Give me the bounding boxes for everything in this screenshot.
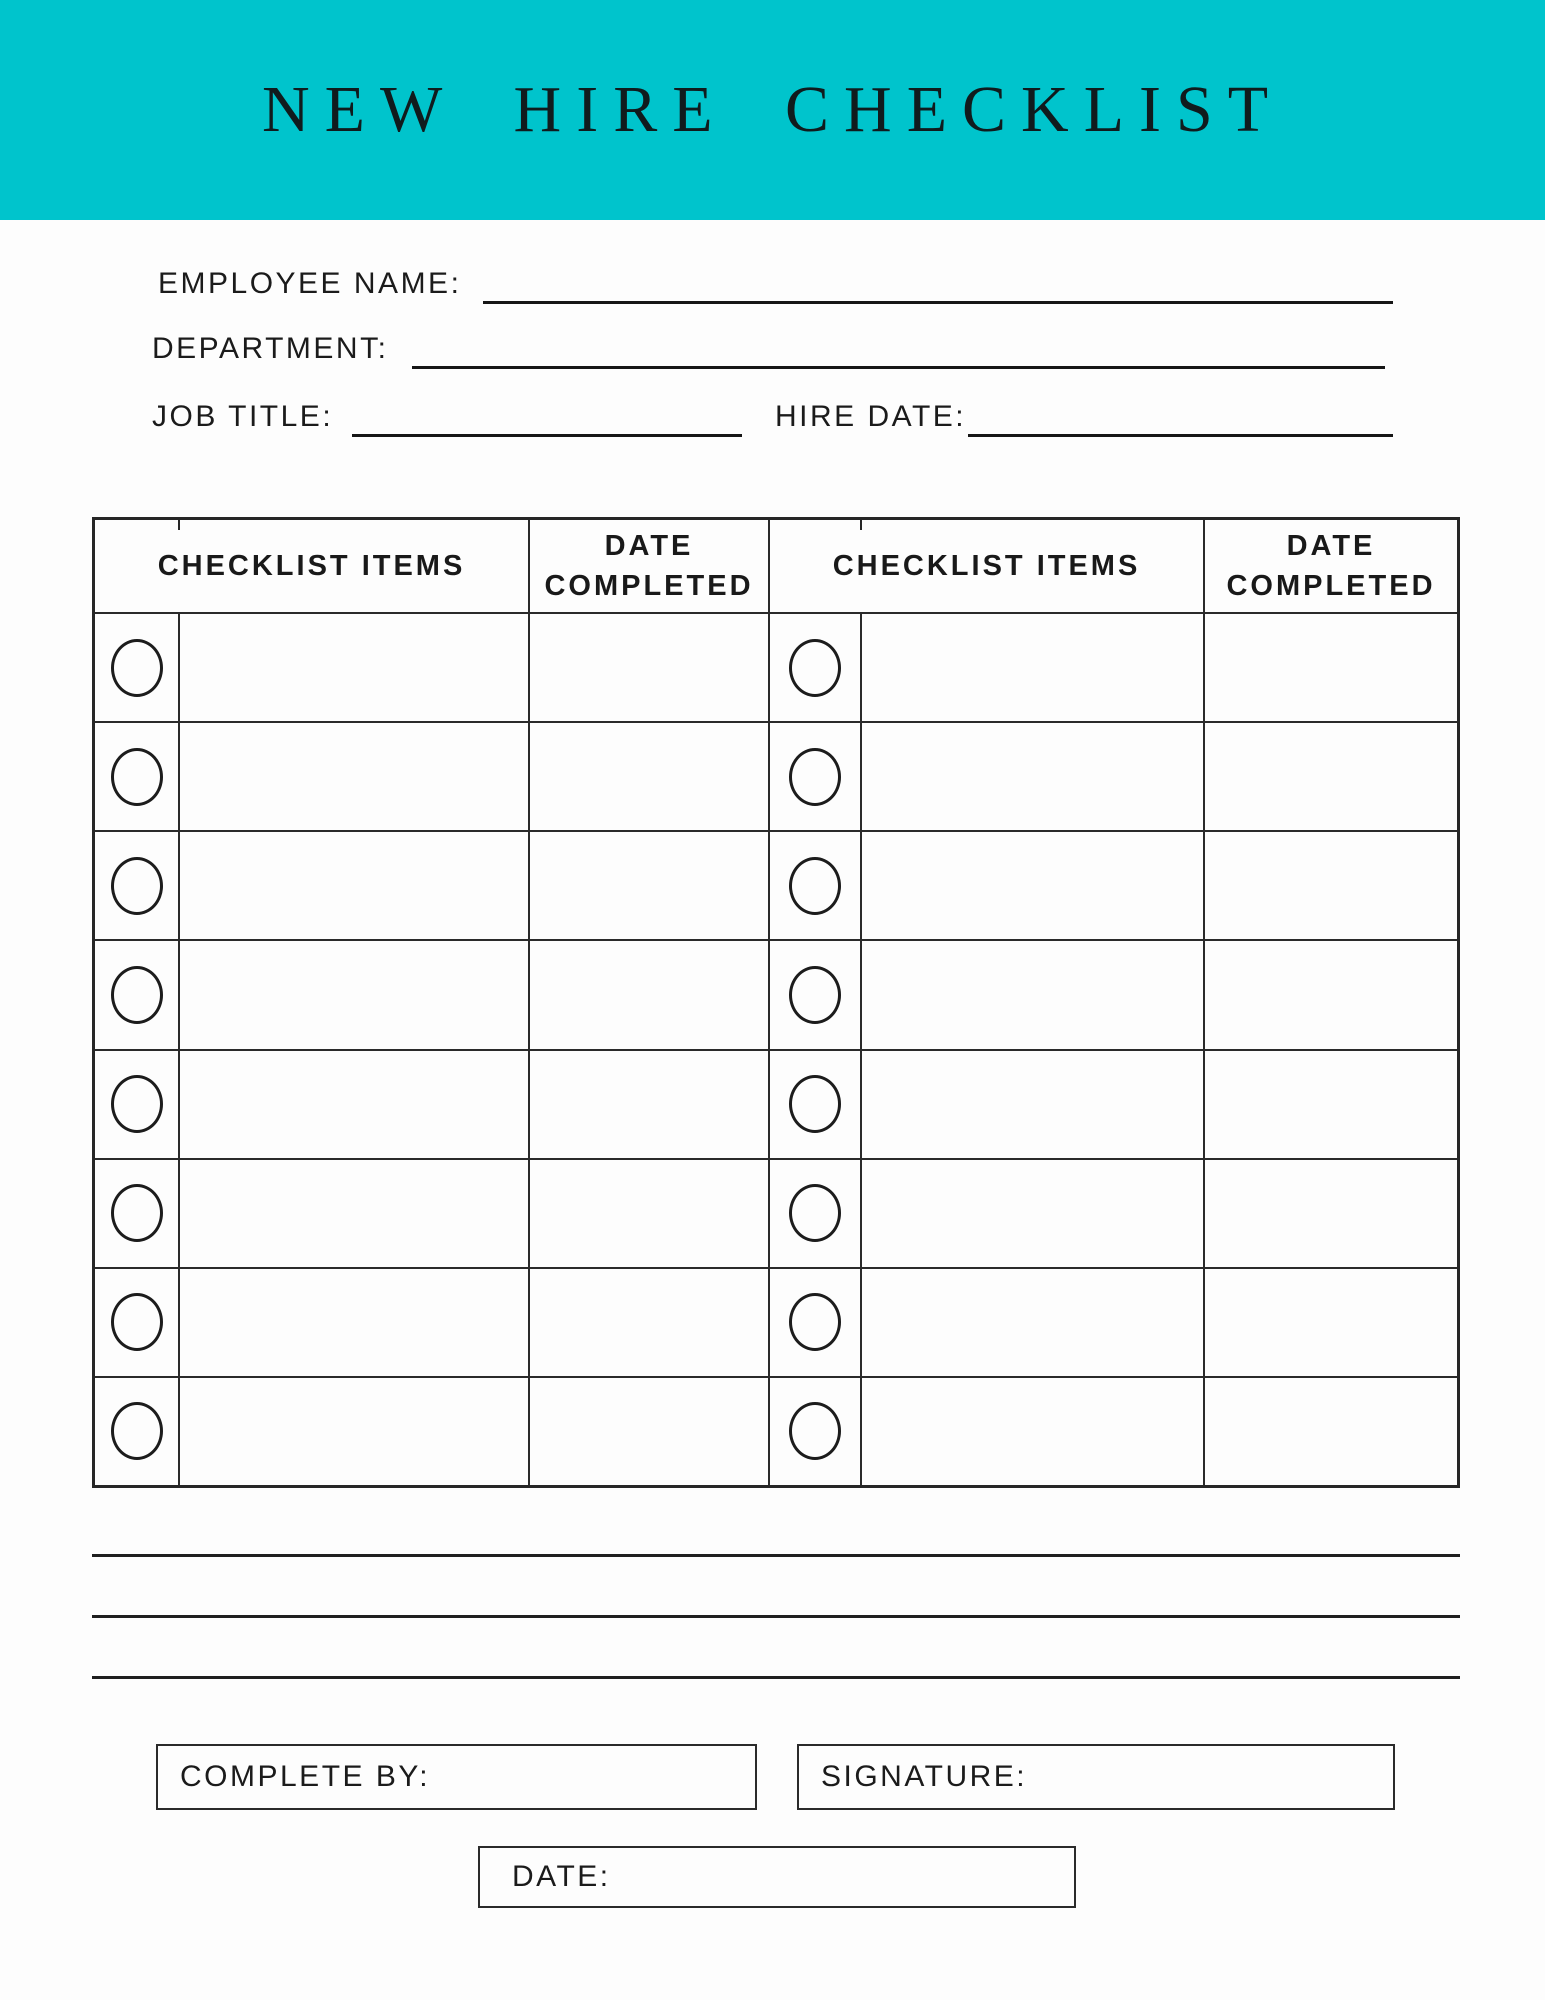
date-completed-input-right-3[interactable]: [1205, 832, 1457, 939]
date-completed-input-right-1[interactable]: [1205, 614, 1457, 721]
date-label: DATE:: [512, 1860, 611, 1893]
complete-by-label: COMPLETE BY:: [180, 1760, 431, 1793]
date-completed-input-left-5[interactable]: [530, 1051, 768, 1158]
checkbox-cell-right-6: [770, 1160, 860, 1267]
checklist-table: [92, 517, 1460, 1488]
checkbox-cell-left-2: [95, 723, 178, 830]
checkbox-cell-left-3: [95, 832, 178, 939]
header-top-tick-right: [860, 520, 862, 530]
header-date-completed-right: DATE COMPLETED: [1205, 520, 1457, 612]
checkbox-circle-right-2[interactable]: [789, 748, 841, 806]
checkbox-cell-left-4: [95, 941, 178, 1048]
signature-box[interactable]: [797, 1744, 1395, 1810]
checkbox-circle-right-6[interactable]: [789, 1184, 841, 1242]
page-title: NEW HIRE CHECKLIST: [261, 73, 1284, 146]
header-checklist-items-right: CHECKLIST ITEMS: [770, 520, 1203, 612]
checkbox-cell-right-4: [770, 941, 860, 1048]
checklist-item-input-left-7[interactable]: [180, 1269, 528, 1376]
checklist-item-input-left-6[interactable]: [180, 1160, 528, 1267]
checklist-item-input-right-4[interactable]: [862, 941, 1203, 1048]
hire-date-label: HIRE DATE:: [775, 400, 967, 433]
checkbox-cell-right-5: [770, 1051, 860, 1158]
date-completed-input-left-2[interactable]: [530, 723, 768, 830]
date-completed-input-right-8[interactable]: [1205, 1378, 1457, 1485]
date-completed-input-left-7[interactable]: [530, 1269, 768, 1376]
checkbox-circle-right-1[interactable]: [789, 639, 841, 697]
checkbox-cell-left-1: [95, 614, 178, 721]
checkbox-cell-right-1: [770, 614, 860, 721]
signature-label: SIGNATURE:: [821, 1760, 1028, 1793]
checkbox-circle-left-2[interactable]: [111, 748, 163, 806]
checkbox-circle-left-8[interactable]: [111, 1402, 163, 1460]
notes-line-3[interactable]: [92, 1676, 1460, 1679]
checklist-item-input-right-7[interactable]: [862, 1269, 1203, 1376]
checklist-item-input-left-3[interactable]: [180, 832, 528, 939]
checkbox-cell-right-3: [770, 832, 860, 939]
checkbox-circle-right-3[interactable]: [789, 857, 841, 915]
hire-date-input-line[interactable]: [968, 434, 1393, 437]
employee-name-label: EMPLOYEE NAME:: [158, 267, 462, 300]
title-banner: [0, 0, 1545, 220]
checklist-item-input-left-5[interactable]: [180, 1051, 528, 1158]
date-completed-input-right-7[interactable]: [1205, 1269, 1457, 1376]
employee-name-input-line[interactable]: [483, 301, 1393, 304]
checkbox-circle-right-8[interactable]: [789, 1402, 841, 1460]
checkbox-circle-left-4[interactable]: [111, 966, 163, 1024]
checklist-item-input-left-1[interactable]: [180, 614, 528, 721]
date-completed-input-right-2[interactable]: [1205, 723, 1457, 830]
checklist-item-input-right-3[interactable]: [862, 832, 1203, 939]
department-label: DEPARTMENT:: [152, 332, 389, 365]
checkbox-circle-left-6[interactable]: [111, 1184, 163, 1242]
header-date-completed-left: DATE COMPLETED: [530, 520, 768, 612]
checkbox-cell-right-2: [770, 723, 860, 830]
checkbox-circle-left-3[interactable]: [111, 857, 163, 915]
checkbox-circle-right-7[interactable]: [789, 1293, 841, 1351]
checkbox-circle-left-7[interactable]: [111, 1293, 163, 1351]
date-completed-input-right-5[interactable]: [1205, 1051, 1457, 1158]
checklist-item-input-left-2[interactable]: [180, 723, 528, 830]
checkbox-circle-right-4[interactable]: [789, 966, 841, 1024]
checkbox-cell-left-8: [95, 1378, 178, 1485]
date-completed-input-left-1[interactable]: [530, 614, 768, 721]
job-title-label: JOB TITLE:: [152, 400, 334, 433]
checklist-item-input-left-8[interactable]: [180, 1378, 528, 1485]
date-completed-input-left-3[interactable]: [530, 832, 768, 939]
date-box[interactable]: [478, 1846, 1076, 1908]
date-completed-input-right-4[interactable]: [1205, 941, 1457, 1048]
date-completed-input-left-8[interactable]: [530, 1378, 768, 1485]
checkbox-circle-left-5[interactable]: [111, 1075, 163, 1133]
department-input-line[interactable]: [412, 366, 1385, 369]
checklist-item-input-right-2[interactable]: [862, 723, 1203, 830]
notes-line-1[interactable]: [92, 1554, 1460, 1557]
checklist-item-input-right-6[interactable]: [862, 1160, 1203, 1267]
checkbox-circle-right-5[interactable]: [789, 1075, 841, 1133]
checkbox-cell-right-7: [770, 1269, 860, 1376]
date-completed-input-right-6[interactable]: [1205, 1160, 1457, 1267]
complete-by-box[interactable]: [156, 1744, 757, 1810]
checkbox-cell-left-6: [95, 1160, 178, 1267]
checkbox-cell-left-5: [95, 1051, 178, 1158]
header-top-tick-left: [178, 520, 180, 530]
checklist-item-input-left-4[interactable]: [180, 941, 528, 1048]
checklist-item-input-right-1[interactable]: [862, 614, 1203, 721]
date-completed-input-left-6[interactable]: [530, 1160, 768, 1267]
checklist-item-input-right-8[interactable]: [862, 1378, 1203, 1485]
header-checklist-items-left: CHECKLIST ITEMS: [95, 520, 528, 612]
notes-line-2[interactable]: [92, 1615, 1460, 1618]
job-title-input-line[interactable]: [352, 434, 742, 437]
checklist-item-input-right-5[interactable]: [862, 1051, 1203, 1158]
checkbox-circle-left-1[interactable]: [111, 639, 163, 697]
checkbox-cell-left-7: [95, 1269, 178, 1376]
date-completed-input-left-4[interactable]: [530, 941, 768, 1048]
checkbox-cell-right-8: [770, 1378, 860, 1485]
